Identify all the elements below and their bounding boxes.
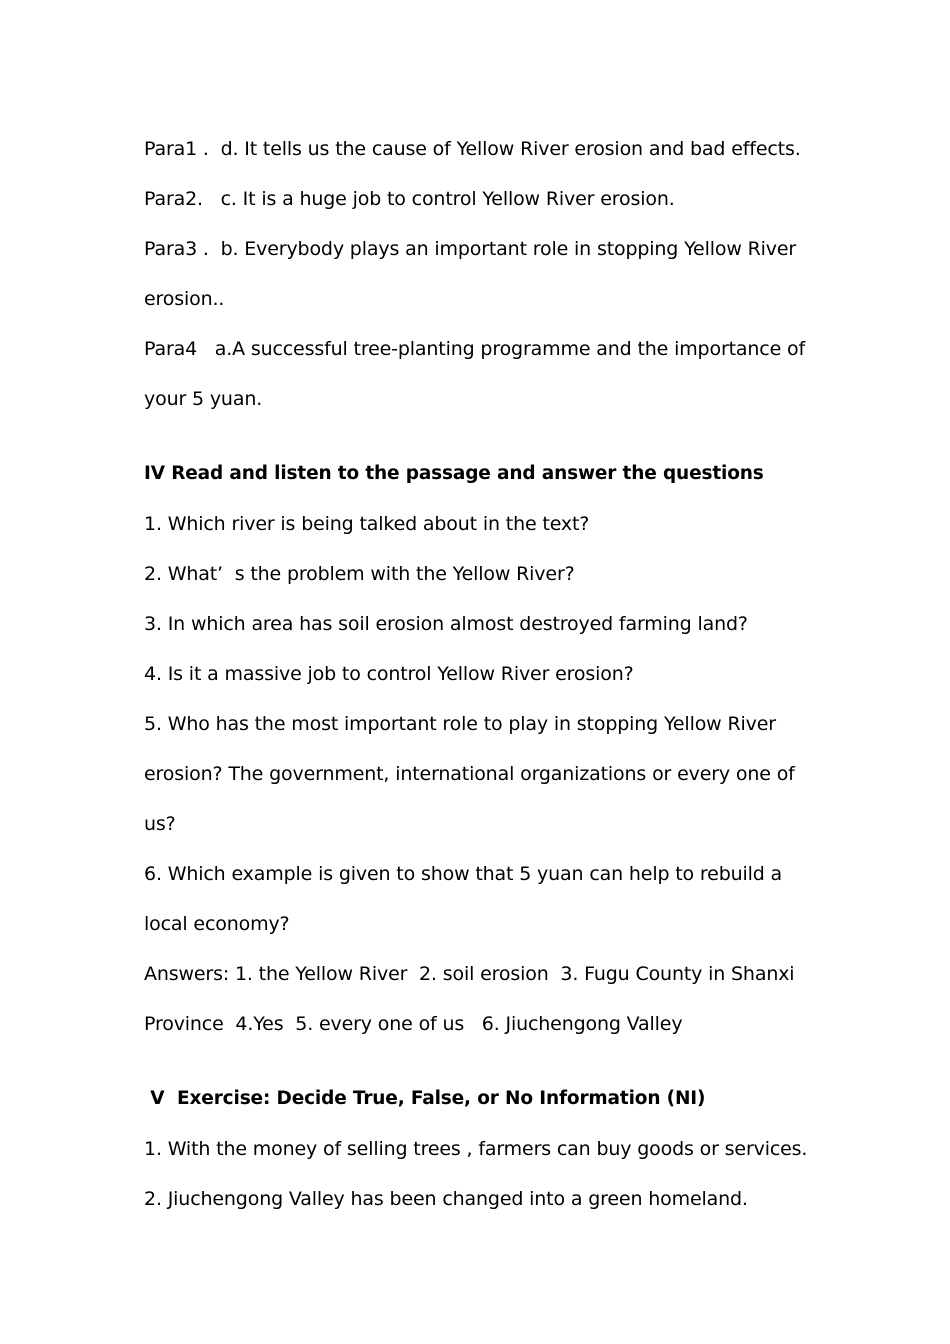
question-2: 2. What’ s the problem with the Yellow River? bbox=[144, 563, 575, 585]
question-6: 6. Which example is given to show that 5 yuan can help to rebuild a bbox=[144, 863, 783, 885]
question-5-continued: erosion? The government, international organizations or every one of bbox=[144, 763, 795, 785]
question-1: 1. Which river is being talked about in the text? bbox=[144, 513, 590, 535]
question-6-continued: local economy? bbox=[144, 913, 290, 935]
para4-summary: Para4 a.A successful tree-planting programme and the importance of bbox=[144, 338, 806, 360]
para2-summary: Para2. c. It is a huge job to control Yellow River erosion. bbox=[144, 188, 675, 210]
para3-summary-continued: erosion.. bbox=[144, 288, 225, 310]
question-3: 3. In which area has soil erosion almost destroyed farming land? bbox=[144, 613, 748, 635]
answers-continued: Province 4.Yes 5. every one of us 6. Jiuchengong Valley bbox=[144, 1013, 683, 1035]
document-page bbox=[144, 124, 808, 1224]
section-spacer bbox=[144, 1049, 804, 1074]
answers: Answers: 1. the Yellow River 2. soil erosion 3. Fugu County in Shanxi bbox=[144, 963, 795, 985]
question-4: 4. Is it a massive job to control Yellow River erosion? bbox=[144, 663, 634, 685]
para1-summary: Para1 . d. It tells us the cause of Yellow River erosion and bad effects. bbox=[144, 138, 801, 160]
exercise-statement-1: 1. With the money of selling trees , farmers can buy goods or services. bbox=[144, 1138, 808, 1160]
exercise-statement-2: 2. Jiuchengong Valley has been changed into a green homeland. bbox=[144, 1188, 748, 1210]
section4-heading: IV Read and listen to the passage and answer the questions bbox=[144, 463, 764, 484]
para3-summary: Para3 . b. Everybody plays an important role in stopping Yellow River bbox=[144, 238, 797, 260]
section5-heading: V Exercise: Decide True, False, or No Information (NI) bbox=[144, 1088, 706, 1109]
question-5-end: us? bbox=[144, 813, 176, 835]
question-5: 5. Who has the most important role to play in stopping Yellow River bbox=[144, 713, 776, 735]
section-spacer bbox=[144, 424, 804, 449]
para4-summary-continued: your 5 yuan. bbox=[144, 388, 263, 410]
